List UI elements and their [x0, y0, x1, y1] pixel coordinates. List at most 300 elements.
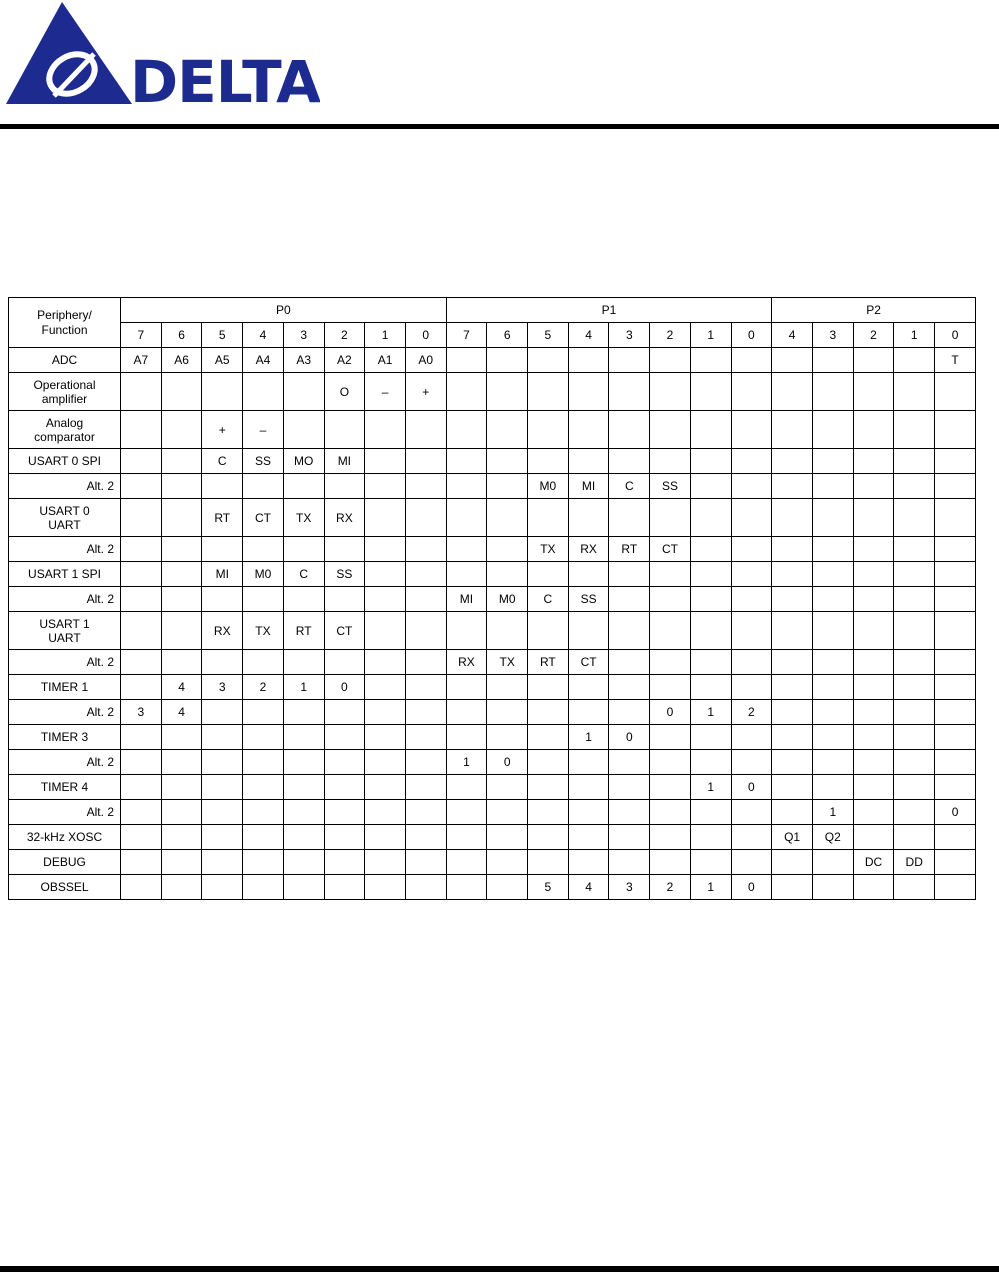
pin-cell — [812, 373, 853, 411]
pin-cell — [650, 499, 691, 537]
port-header-p1: P1 — [446, 298, 772, 323]
pin-cell — [568, 411, 609, 449]
pin-cell — [121, 800, 162, 825]
pin-cell — [243, 800, 284, 825]
function-label-line: USART 0 — [39, 503, 90, 518]
pin-cell — [446, 800, 487, 825]
pin-cell — [121, 875, 162, 900]
pin-cell — [690, 348, 731, 373]
function-label-line: Alt. 2 — [86, 592, 114, 606]
pin-cell — [894, 800, 935, 825]
pin-cell — [650, 750, 691, 775]
pin-cell — [568, 850, 609, 875]
pin-cell — [283, 411, 324, 449]
pin-cell: A4 — [243, 348, 284, 373]
pin-cell — [935, 612, 976, 650]
pin-cell — [161, 750, 202, 775]
pin-cell — [405, 850, 446, 875]
pin-cell — [161, 875, 202, 900]
pin-cell: + — [405, 373, 446, 411]
pin-cell — [487, 449, 528, 474]
pin-cell — [812, 348, 853, 373]
pin-cell — [935, 474, 976, 499]
pin-cell — [283, 800, 324, 825]
pin-cell — [894, 775, 935, 800]
pin-cell — [853, 499, 894, 537]
pin-cell: 0 — [935, 800, 976, 825]
pin-cell — [161, 825, 202, 850]
pin-cell — [487, 499, 528, 537]
pin-cell — [243, 700, 284, 725]
pin-cell — [935, 499, 976, 537]
header-rule — [0, 124, 999, 129]
pin-cell: 1 — [690, 775, 731, 800]
table-row — [9, 474, 976, 499]
function-label-line: Alt. 2 — [86, 655, 114, 669]
pin-cell — [609, 373, 650, 411]
pin-cell — [772, 800, 813, 825]
pin-cell — [161, 650, 202, 675]
pin-cell — [650, 650, 691, 675]
table-row — [9, 775, 976, 800]
pin-cell — [487, 562, 528, 587]
pin-cell — [690, 474, 731, 499]
pin-cell — [650, 775, 691, 800]
pin-cell — [528, 825, 569, 850]
pin-cell: 0 — [731, 775, 772, 800]
table-row — [9, 411, 976, 449]
pin-cell — [772, 537, 813, 562]
bit-header-p1-6: 6 — [487, 323, 528, 348]
pin-cell — [731, 675, 772, 700]
function-label-line: USART 1 — [39, 616, 90, 631]
pin-cell — [772, 750, 813, 775]
pin-cell — [283, 750, 324, 775]
pin-cell — [161, 800, 202, 825]
pin-cell — [528, 800, 569, 825]
pin-cell — [365, 650, 406, 675]
pin-cell: MI — [446, 587, 487, 612]
function-label — [9, 800, 121, 825]
pin-cell — [650, 825, 691, 850]
pin-cell: M0 — [487, 587, 528, 612]
function-label — [9, 373, 121, 411]
pin-cell — [690, 850, 731, 875]
pin-cell: TX — [243, 612, 284, 650]
pin-cell: 4 — [161, 700, 202, 725]
pin-cell — [853, 449, 894, 474]
pin-cell — [446, 348, 487, 373]
pin-cell — [365, 449, 406, 474]
pin-cell — [528, 411, 569, 449]
pin-cell — [405, 675, 446, 700]
pin-cell — [935, 825, 976, 850]
function-label-line: 32-kHz XOSC — [26, 830, 103, 844]
pin-cell: CT — [568, 650, 609, 675]
pin-cell — [650, 587, 691, 612]
table-row — [9, 499, 976, 537]
pin-cell — [324, 537, 365, 562]
logo-wordmark: DELTA — [130, 48, 320, 108]
bit-header-p0-4: 4 — [243, 323, 284, 348]
pin-cell — [528, 348, 569, 373]
pin-cell — [283, 825, 324, 850]
pin-cell — [365, 562, 406, 587]
pin-cell: 3 — [202, 675, 243, 700]
function-label — [9, 537, 121, 562]
function-label — [9, 700, 121, 725]
pin-cell: C — [528, 587, 569, 612]
delta-logo — [2, 0, 320, 108]
pin-cell — [324, 875, 365, 900]
pin-cell — [528, 562, 569, 587]
pin-cell — [894, 825, 935, 850]
pin-cell — [405, 411, 446, 449]
pin-cell: DC — [853, 850, 894, 875]
pin-cell — [161, 411, 202, 449]
bit-header-p1-4: 4 — [568, 323, 609, 348]
function-label-line: DEBUG — [43, 855, 86, 869]
pin-cell — [528, 675, 569, 700]
pin-cell — [487, 825, 528, 850]
pin-cell — [772, 650, 813, 675]
pin-cell — [853, 750, 894, 775]
pin-cell — [690, 373, 731, 411]
bit-header-p0-2: 2 — [324, 323, 365, 348]
bit-header-p0-5: 5 — [202, 323, 243, 348]
bit-header-p2-3: 3 — [812, 323, 853, 348]
pin-cell: Q1 — [772, 825, 813, 850]
pin-cell — [405, 537, 446, 562]
pin-cell — [772, 775, 813, 800]
function-label — [9, 587, 121, 612]
pin-cell — [935, 537, 976, 562]
pin-cell — [853, 587, 894, 612]
pin-cell — [568, 750, 609, 775]
pin-cell — [853, 612, 894, 650]
pin-cell — [243, 775, 284, 800]
pin-cell — [324, 725, 365, 750]
bit-header-p0-6: 6 — [161, 323, 202, 348]
pin-cell — [812, 411, 853, 449]
pin-cell: 1 — [446, 750, 487, 775]
pin-cell — [283, 373, 324, 411]
pin-cell — [772, 373, 813, 411]
pin-cell — [243, 587, 284, 612]
pin-cell — [731, 850, 772, 875]
pin-cell — [650, 411, 691, 449]
function-label-line: Alt. 2 — [86, 755, 114, 769]
pin-cell: – — [243, 411, 284, 449]
pin-cell: CT — [243, 499, 284, 537]
pin-cell — [405, 650, 446, 675]
pin-cell — [202, 875, 243, 900]
pin-cell — [161, 474, 202, 499]
pin-cell: 0 — [487, 750, 528, 775]
bit-header-p0-3: 3 — [283, 323, 324, 348]
pin-cell — [935, 775, 976, 800]
pin-cell — [121, 750, 162, 775]
pin-cell — [853, 700, 894, 725]
pin-cell — [324, 650, 365, 675]
pin-cell: MI — [202, 562, 243, 587]
pin-cell — [161, 373, 202, 411]
pin-cell — [812, 537, 853, 562]
pin-cell — [853, 373, 894, 411]
pin-cell: MO — [283, 449, 324, 474]
pin-cell — [365, 875, 406, 900]
port-header-p2: P2 — [772, 298, 976, 323]
pin-cell — [853, 875, 894, 900]
table-row — [9, 373, 976, 411]
pin-cell — [812, 750, 853, 775]
pin-cell — [935, 750, 976, 775]
pin-cell — [161, 537, 202, 562]
pin-cell — [812, 587, 853, 612]
pin-cell: 1 — [283, 675, 324, 700]
pin-cell — [365, 499, 406, 537]
pin-cell — [731, 499, 772, 537]
pin-cell — [121, 825, 162, 850]
port-header-row — [9, 298, 976, 323]
pin-cell — [446, 499, 487, 537]
bit-header-p2-0: 0 — [935, 323, 976, 348]
function-label-line: TIMER 4 — [40, 780, 89, 794]
table-row — [9, 449, 976, 474]
pin-cell — [772, 612, 813, 650]
pin-cell — [853, 562, 894, 587]
pin-cell: M0 — [528, 474, 569, 499]
pin-cell — [609, 411, 650, 449]
pin-cell — [243, 725, 284, 750]
pin-cell: RX — [446, 650, 487, 675]
pin-cell — [731, 474, 772, 499]
periphery-function-header — [9, 298, 121, 348]
pin-cell — [894, 562, 935, 587]
pin-cell: 4 — [161, 675, 202, 700]
pin-cell — [324, 474, 365, 499]
pin-cell — [609, 499, 650, 537]
pin-cell — [650, 449, 691, 474]
function-label-line: USART 0 SPI — [28, 454, 101, 468]
pin-cell — [283, 725, 324, 750]
pin-cell — [202, 650, 243, 675]
table-row — [9, 725, 976, 750]
pin-cell — [690, 675, 731, 700]
pin-cell — [528, 612, 569, 650]
pin-cell: RT — [283, 612, 324, 650]
pin-cell — [446, 825, 487, 850]
pin-cell — [405, 825, 446, 850]
pin-cell — [405, 449, 446, 474]
pin-cell — [894, 499, 935, 537]
pin-cell — [731, 562, 772, 587]
pin-cell: SS — [650, 474, 691, 499]
pin-cell — [894, 449, 935, 474]
function-label-line: Analog — [45, 415, 84, 430]
pin-cell — [731, 612, 772, 650]
pin-cell — [446, 411, 487, 449]
pin-cell — [609, 449, 650, 474]
pin-cell: A5 — [202, 348, 243, 373]
pin-cell — [568, 675, 609, 700]
pin-cell — [446, 537, 487, 562]
pin-cell — [121, 373, 162, 411]
function-label-line: UART — [48, 517, 81, 532]
pin-cell — [202, 587, 243, 612]
pin-cell: A6 — [161, 348, 202, 373]
function-label-line: Alt. 2 — [86, 805, 114, 819]
pin-cell — [853, 725, 894, 750]
pin-cell — [202, 750, 243, 775]
pin-cell — [568, 348, 609, 373]
pin-cell — [405, 499, 446, 537]
pin-cell — [853, 474, 894, 499]
pin-cell — [690, 562, 731, 587]
pin-cell — [202, 700, 243, 725]
pin-cell — [324, 750, 365, 775]
pin-cell — [283, 700, 324, 725]
pin-cell — [690, 411, 731, 449]
pin-cell — [487, 348, 528, 373]
pin-cell — [690, 800, 731, 825]
pin-cell — [283, 850, 324, 875]
pin-cell — [772, 675, 813, 700]
function-label — [9, 750, 121, 775]
bit-header-row — [9, 323, 976, 348]
pin-cell — [609, 587, 650, 612]
pin-cell — [121, 537, 162, 562]
pin-cell — [731, 373, 772, 411]
pin-cell: 2 — [243, 675, 284, 700]
pin-cell — [935, 725, 976, 750]
pin-cell: 0 — [650, 700, 691, 725]
pin-cell — [935, 411, 976, 449]
pin-cell — [894, 474, 935, 499]
pin-cell — [731, 348, 772, 373]
table-row — [9, 562, 976, 587]
pin-cell — [568, 373, 609, 411]
pin-cell — [894, 411, 935, 449]
pin-cell — [650, 348, 691, 373]
bit-header-p0-7: 7 — [121, 323, 162, 348]
pin-cell — [894, 587, 935, 612]
pin-cell — [161, 775, 202, 800]
pin-cell — [568, 825, 609, 850]
pin-cell — [161, 850, 202, 875]
pin-cell — [853, 411, 894, 449]
pin-cell — [121, 650, 162, 675]
pin-cell — [487, 612, 528, 650]
pin-cell — [772, 499, 813, 537]
function-label-line: OBSSEL — [40, 880, 89, 894]
pin-cell — [935, 875, 976, 900]
pin-cell: + — [202, 411, 243, 449]
pin-cell — [609, 775, 650, 800]
table-row — [9, 750, 976, 775]
pin-cell — [283, 775, 324, 800]
pin-cell — [324, 800, 365, 825]
pin-cell — [650, 373, 691, 411]
table-row — [9, 875, 976, 900]
pin-cell: RX — [568, 537, 609, 562]
bit-header-p1-3: 3 — [609, 323, 650, 348]
pin-cell: SS — [568, 587, 609, 612]
pin-cell: Q2 — [812, 825, 853, 850]
table-row — [9, 825, 976, 850]
function-label-line: TIMER 3 — [40, 730, 89, 744]
pin-cell — [161, 612, 202, 650]
pin-cell — [690, 587, 731, 612]
pin-cell: RX — [324, 499, 365, 537]
peripheral-pin-mapping-table — [8, 297, 976, 900]
pin-cell — [894, 875, 935, 900]
function-label-line: Operational — [33, 377, 96, 392]
pin-cell — [487, 775, 528, 800]
table-row — [9, 850, 976, 875]
pin-cell — [365, 587, 406, 612]
pin-cell: RT — [528, 650, 569, 675]
bit-header-p0-1: 1 — [365, 323, 406, 348]
pin-cell — [365, 800, 406, 825]
pin-cell — [243, 750, 284, 775]
pin-cell — [812, 449, 853, 474]
pin-cell: CT — [650, 537, 691, 562]
pin-cell — [202, 474, 243, 499]
pin-cell — [772, 725, 813, 750]
pin-cell — [121, 474, 162, 499]
pin-cell — [121, 562, 162, 587]
function-label-line: Alt. 2 — [86, 705, 114, 719]
pin-cell — [161, 449, 202, 474]
pin-cell — [365, 850, 406, 875]
pin-cell — [812, 650, 853, 675]
pin-cell — [772, 474, 813, 499]
bit-header-p2-1: 1 — [894, 323, 935, 348]
pin-cell — [609, 612, 650, 650]
pin-cell: 2 — [731, 700, 772, 725]
pin-cell — [609, 348, 650, 373]
pin-cell: A2 — [324, 348, 365, 373]
pin-cell — [365, 775, 406, 800]
pin-cell — [650, 675, 691, 700]
pin-cell: 3 — [121, 700, 162, 725]
pin-cell — [487, 411, 528, 449]
pin-cell — [365, 612, 406, 650]
pin-cell: 4 — [568, 875, 609, 900]
pin-cell — [487, 800, 528, 825]
pin-cell — [812, 700, 853, 725]
pin-cell — [650, 612, 691, 650]
pin-cell — [528, 449, 569, 474]
table-row — [9, 537, 976, 562]
pin-cell — [812, 499, 853, 537]
pin-cell — [853, 650, 894, 675]
pin-cell: CT — [324, 612, 365, 650]
pin-cell — [446, 612, 487, 650]
pin-cell — [812, 562, 853, 587]
function-label — [9, 348, 121, 373]
pin-cell — [731, 825, 772, 850]
pin-cell: C — [283, 562, 324, 587]
pin-cell — [243, 537, 284, 562]
pin-cell — [772, 850, 813, 875]
pin-cell — [853, 675, 894, 700]
pin-cell: A7 — [121, 348, 162, 373]
pin-cell — [772, 449, 813, 474]
pin-cell — [202, 537, 243, 562]
pin-cell: 3 — [609, 875, 650, 900]
